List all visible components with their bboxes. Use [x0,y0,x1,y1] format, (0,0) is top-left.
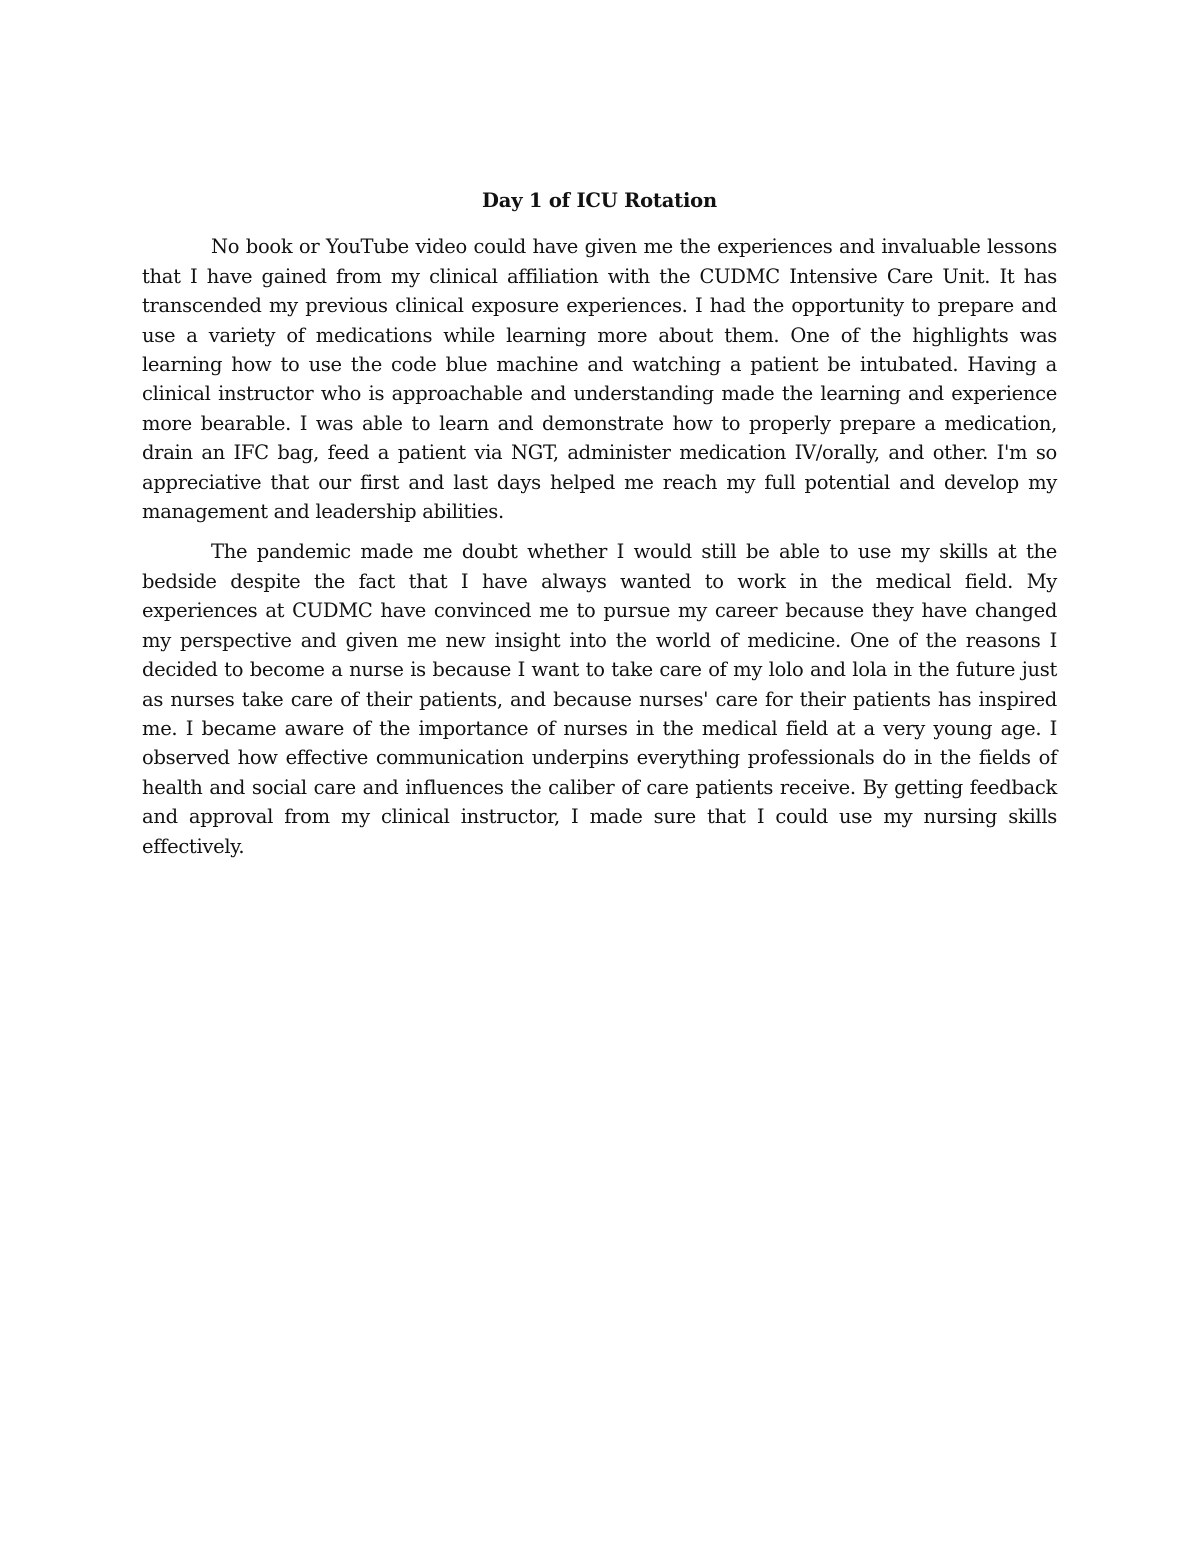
document-body [142,186,1057,872]
document-title: Day 1 of ICU Rotation [482,189,717,212]
paragraph-2: The pandemic made me doubt whether I would still be able to use my skills at the bedside despite the fact that I have always wanted to work in the medical field. My experiences at CUDMC have convinced me to pursue my career because they have changed my perspective and given me new insight into the world of medicine. One of the reasons I decided to become a nurse is because I want to take care of my lolo and lola in the future just as nurses take care of their patients, and because nurses' care for their patients has inspired me. I became aware of the importance of nurses in the medical field at a very young age. I observed how effective communication underpins everything professionals do in the fields of health and social care and influences the caliber of care patients receive. By getting feedback and approval from my clinical instructor, I made sure that I could use my nursing skills effectively. [142,540,1057,858]
paragraph-1: No book or YouTube video could have given me the experiences and invaluable lessons that I have gained from my clinical affiliation with the CUDMC Intensive Care Unit. It has transcended my previous clinical exposure experiences. I had the opportunity to prepare and use a variety of medications while learning more about them. One of the highlights was learning how to use the code blue machine and watching a patient be intubated. Having a clinical instructor who is approachable and understanding made the learning and experience more bearable. I was able to learn and demonstrate how to properly prepare a medication, drain an IFC bag, feed a patient via NGT, administer medication IV/orally, and other. I'm so appreciative that our first and last days helped me reach my full potential and develop my management and leadership abilities. [142,235,1057,524]
